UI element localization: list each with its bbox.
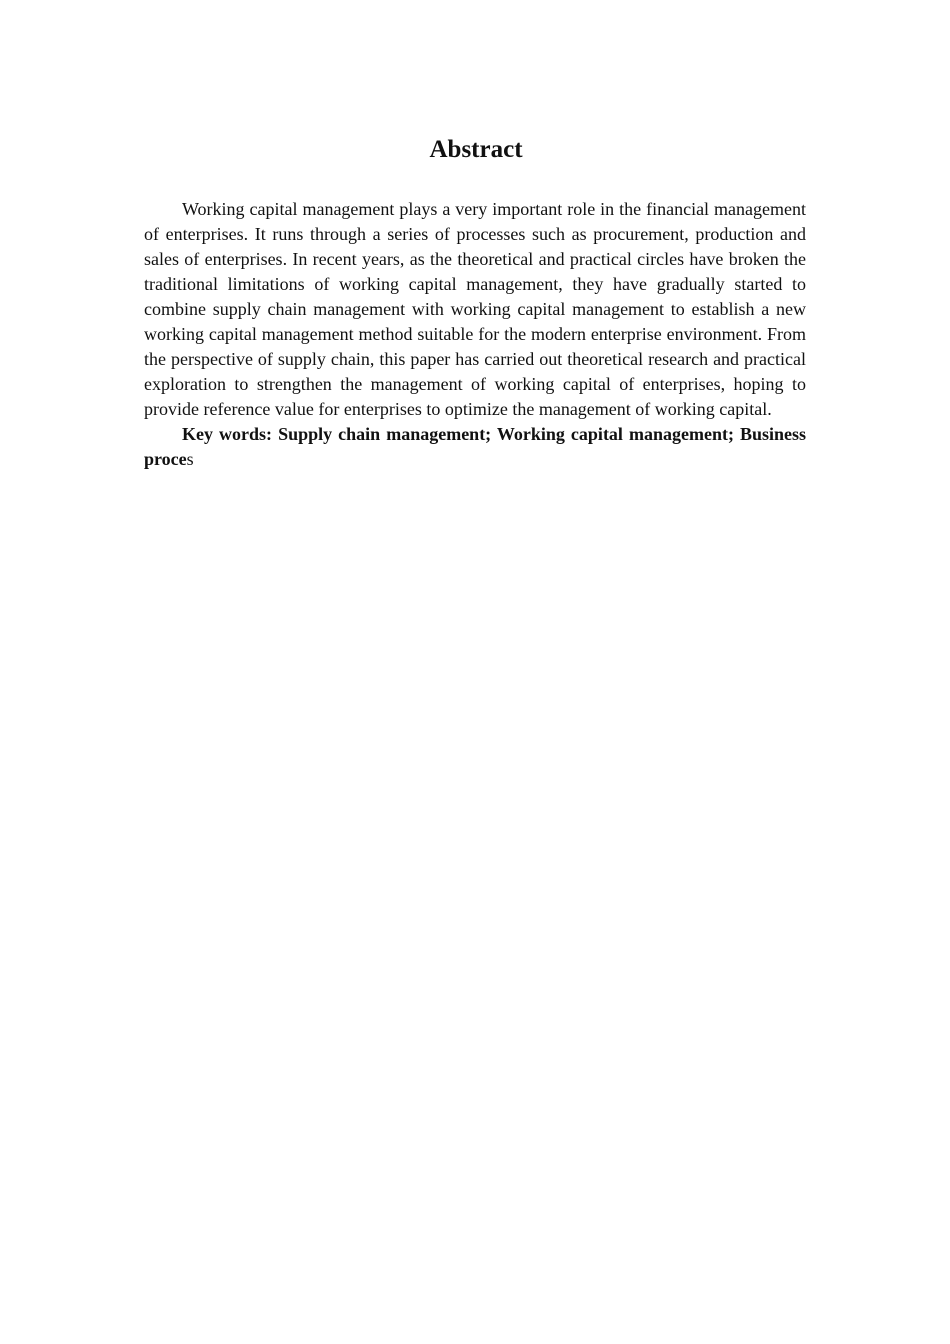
abstract-section <box>144 132 806 472</box>
keywords-label: Key words: <box>182 424 273 444</box>
keywords-list-tail: s <box>186 449 194 469</box>
keywords-list: Supply chain management; Working capital management; Business proce <box>144 424 807 469</box>
keywords-line <box>144 422 806 472</box>
abstract-paragraph: Working capital management plays a very important role in the financial management of enterprises. It runs through a series of processes such as procurement, production and sales of enterprises. In recent years, as the theoretical and practical circles have broken the traditional limitations of working capital management, they have gradually started to combine supply chain management with working capital management to establish a new working capital management method suitable for the modern enterprise environment. From the perspective of supply chain, this paper has carried out theoretical research and practical exploration to strengthen the management of working capital of enterprises, hoping to provide reference value for enterprises to optimize the management of working capital. <box>144 199 806 419</box>
abstract-title: Abstract <box>429 136 523 163</box>
